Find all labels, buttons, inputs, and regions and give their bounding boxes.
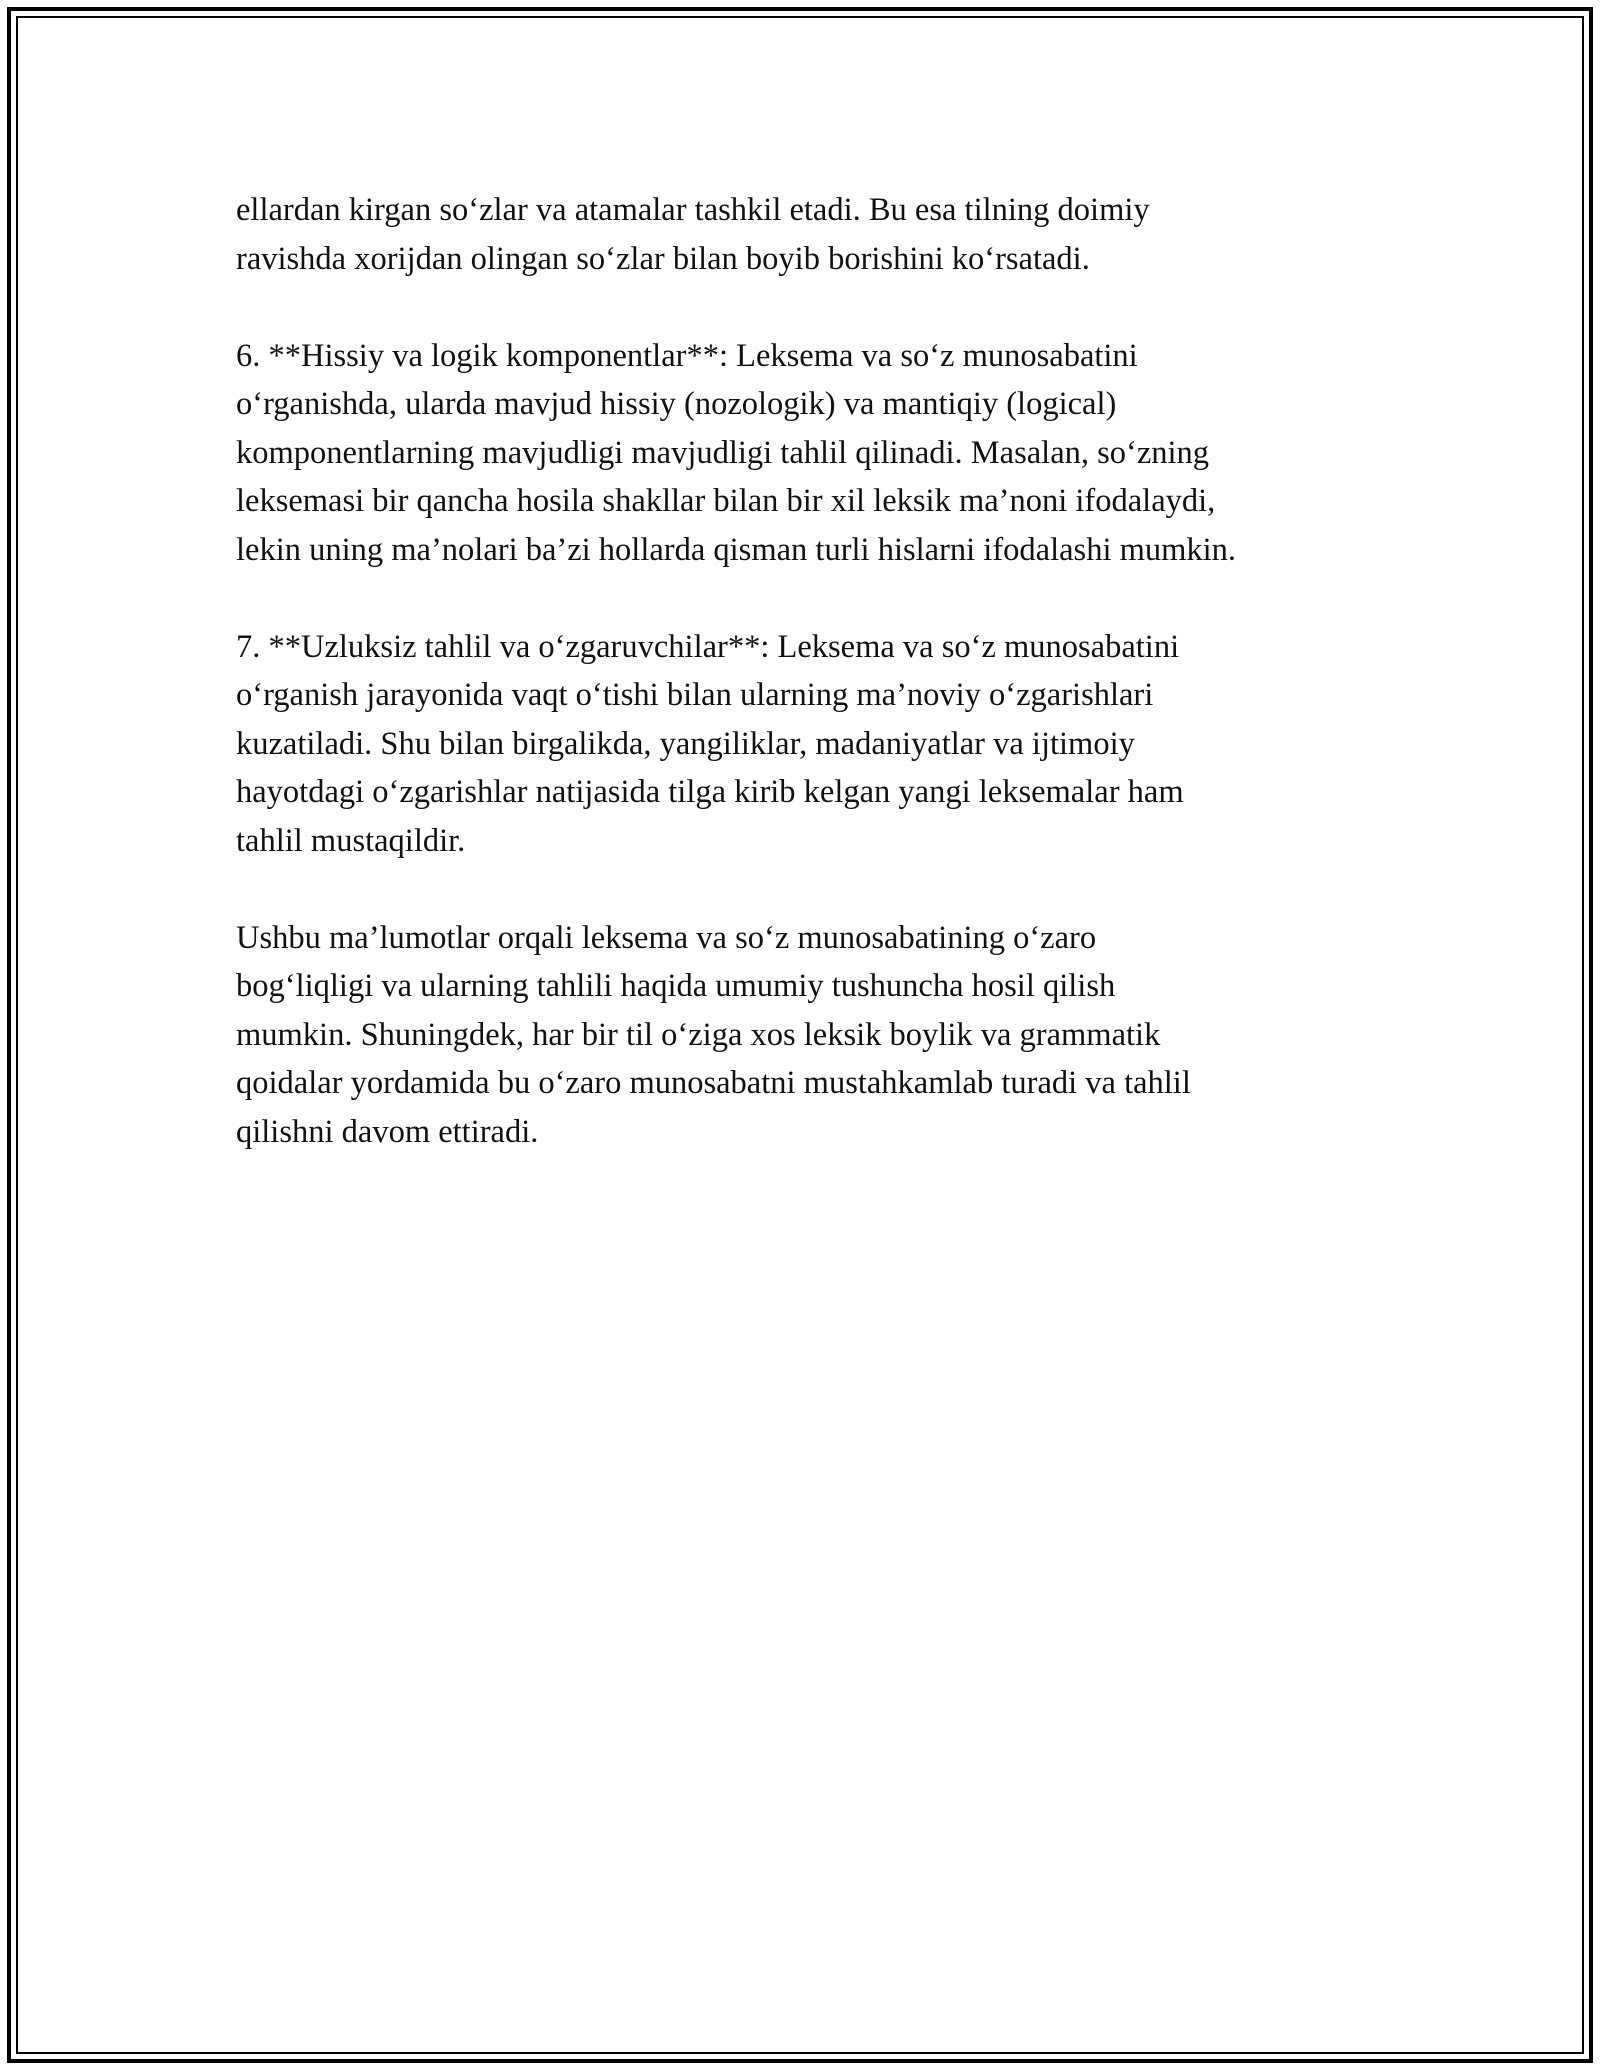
document-body bbox=[236, 186, 1416, 1205]
text-line: komponentlarning mavjudligi mavjudligi tahlil qilinadi. Masalan, so‘zning bbox=[236, 434, 1210, 471]
text-line: qilishni davom ettiradi. bbox=[236, 1113, 539, 1150]
text-line: qoidalar yordamida bu o‘zaro munosabatni mustahkamlab turadi va tahlil bbox=[236, 1065, 1191, 1101]
text-line: bog‘liqligi va ularning tahlili haqida umumiy tushuncha hosil qilish bbox=[236, 968, 1116, 1004]
text-line: lekin uning ma’nolari ba’zi hollarda qisman turli hislarni ifodalashi mumkin. bbox=[236, 531, 1237, 568]
text-line: hayotdagi o‘zgarishlar natijasida tilga kirib kelgan yangi leksemalar ham bbox=[236, 774, 1184, 810]
text-line: 6. **Hissiy va logik komponentlar**: Leksema va so‘z munosabatini bbox=[236, 337, 1138, 374]
text-line: o‘rganish jarayonida vaqt o‘tishi bilan ularning ma’noviy o‘zgarishlari bbox=[236, 677, 1154, 713]
paragraph-intro-continuation bbox=[236, 186, 1416, 283]
text-line: Ushbu ma’lumotlar orqali leksema va so‘z munosabatining o‘zaro bbox=[236, 919, 1097, 956]
text-line: tahlil mustaqildir. bbox=[236, 822, 466, 859]
text-line: ravishda xorijdan olingan so‘zlar bilan boyib borishini ko‘rsatadi. bbox=[236, 240, 1090, 277]
paragraph-conclusion bbox=[236, 914, 1416, 1157]
text-line: o‘rganishda, ularda mavjud hissiy (nozologik) va mantiqiy (logical) bbox=[236, 386, 1117, 422]
text-line: leksemasi bir qancha hosila shakllar bilan bir xil leksik ma’noni ifodalaydi, bbox=[236, 483, 1216, 519]
text-line: ellardan kirgan so‘zlar va atamalar tashkil etadi. Bu esa tilning doimiy bbox=[236, 192, 1150, 228]
text-line: kuzatiladi. Shu bilan birgalikda, yangiliklar, madaniyatlar va ijtimoiy bbox=[236, 725, 1135, 762]
text-line: mumkin. Shuningdek, har bir til o‘ziga xos leksik boylik va grammatik bbox=[236, 1016, 1161, 1053]
paragraph-item-6 bbox=[236, 332, 1416, 575]
paragraph-item-7 bbox=[236, 623, 1416, 866]
text-line: 7. **Uzluksiz tahlil va o‘zgaruvchilar**: Leksema va so‘z munosabatini bbox=[236, 628, 1180, 665]
